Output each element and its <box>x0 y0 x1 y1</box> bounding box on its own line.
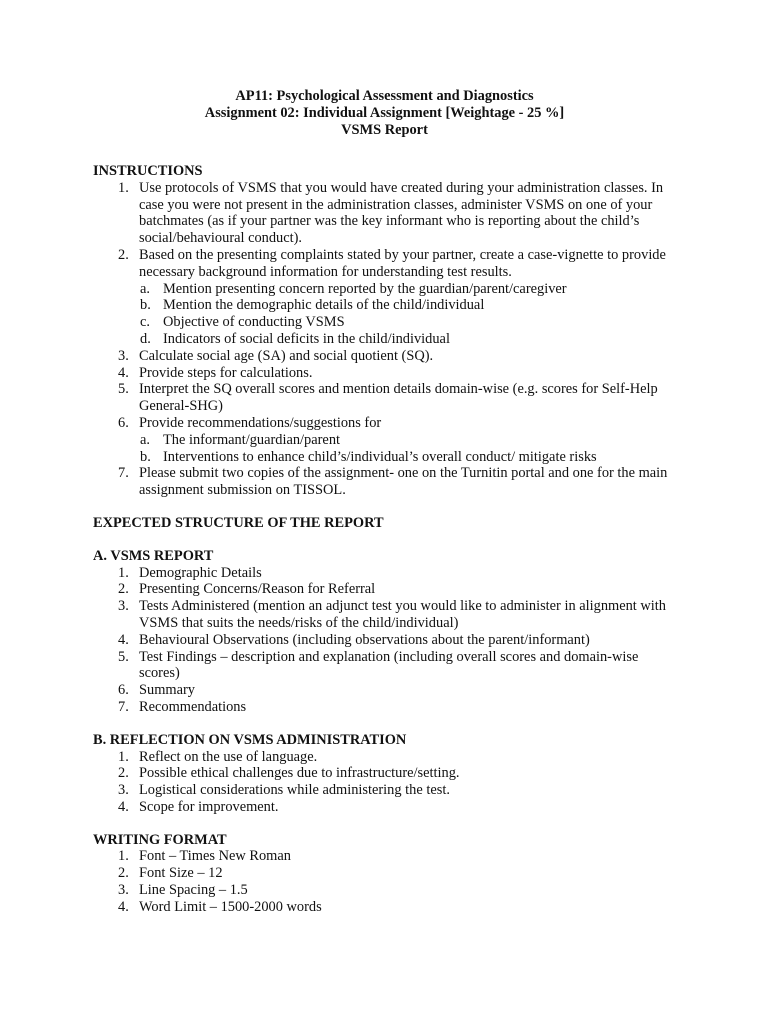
item-number: 6. <box>118 414 129 431</box>
instruction-item <box>93 365 676 382</box>
list-item <box>93 765 676 782</box>
instructions-heading: INSTRUCTIONS <box>93 163 203 179</box>
sub-item-letter: b. <box>140 448 151 465</box>
writing-format-heading: WRITING FORMAT <box>93 831 227 848</box>
assignment-title: Assignment 02: Individual Assignment [Weightage - 25 %] <box>204 105 565 121</box>
item-text: Font Size – 12 <box>139 865 223 882</box>
item-number: 3. <box>118 598 129 615</box>
list-item <box>93 848 676 865</box>
item-number: 1. <box>118 748 129 765</box>
sub-item-text: Indicators of social deficits in the child/individual <box>163 330 450 347</box>
list-item <box>93 699 676 716</box>
report-title: VSMS Report <box>341 122 428 138</box>
sub-item <box>93 297 676 314</box>
item-number: 4. <box>118 364 129 381</box>
reflection-section <box>93 732 676 816</box>
list-item <box>93 565 676 582</box>
list-item <box>93 882 676 899</box>
section-a-heading: A. VSMS REPORT <box>93 547 214 564</box>
item-text: Please submit two copies of the assignment- one on the Turnitin portal and one for the main assignment submission on TISSOL. <box>139 465 668 499</box>
instruction-item <box>93 247 676 281</box>
document-title-block <box>93 88 676 139</box>
list-item <box>93 682 676 699</box>
item-text: Font – Times New Roman <box>139 848 291 865</box>
course-title: AP11: Psychological Assessment and Diagnostics <box>235 88 534 104</box>
sub-item <box>93 281 676 298</box>
item-text: Line Spacing – 1.5 <box>139 882 248 899</box>
sub-item-text: Mention the demographic details of the child/individual <box>163 297 485 314</box>
item-text: Demographic Details <box>139 564 262 581</box>
item-number: 5. <box>118 648 129 665</box>
item-text: Provide recommendations/suggestions for <box>139 414 382 431</box>
instruction-item <box>93 348 676 365</box>
item-number: 4. <box>118 798 129 815</box>
item-number: 3. <box>118 782 129 799</box>
item-number: 4. <box>118 898 129 915</box>
item-text: Based on the presenting complaints stated by your partner, create a case-vignette to provide necessary background information for understanding test results. <box>139 246 666 280</box>
sub-item <box>93 331 676 348</box>
sub-item-letter: b. <box>140 297 151 314</box>
item-text: Behavioural Observations (including observations about the parent/informant) <box>139 631 590 648</box>
list-item <box>93 749 676 766</box>
list-item <box>93 649 676 683</box>
sub-item-text: Interventions to enhance child’s/individual’s overall conduct/ mitigate risks <box>163 448 597 465</box>
item-number: 2. <box>118 765 129 782</box>
item-number: 7. <box>118 465 129 482</box>
item-number: 1. <box>118 179 129 196</box>
item-number: 7. <box>118 698 129 715</box>
vsms-report-section <box>93 548 676 716</box>
list-item <box>93 598 676 632</box>
list-item <box>93 632 676 649</box>
item-text: Calculate social age (SA) and social quotient (SQ). <box>139 347 434 364</box>
instruction-item <box>93 415 676 432</box>
sub-item <box>93 432 676 449</box>
item-number: 2. <box>118 246 129 263</box>
sub-item-letter: a. <box>140 431 150 448</box>
item-number: 3. <box>118 882 129 899</box>
item-number: 1. <box>118 848 129 865</box>
section-b-heading: B. REFLECTION ON VSMS ADMINISTRATION <box>93 731 407 748</box>
item-text: Presenting Concerns/Reason for Referral <box>139 581 376 598</box>
sub-item-letter: a. <box>140 280 150 297</box>
item-number: 5. <box>118 381 129 398</box>
item-number: 2. <box>118 865 129 882</box>
item-text: Reflect on the use of language. <box>139 748 318 765</box>
item-text: Use protocols of VSMS that you would have created during your administration classes. In case you were not present in the administration classes, administer VSMS on one of your batchmates (as if your partner was the key informant who is reporting about the child’s social/behavioural conduct). <box>139 179 664 247</box>
list-item <box>93 799 676 816</box>
sub-item-text: Mention presenting concern reported by the guardian/parent/caregiver <box>163 280 567 297</box>
item-text: Scope for improvement. <box>139 798 279 815</box>
list-item <box>93 865 676 882</box>
writing-format-section <box>93 832 676 916</box>
sub-item-letter: c. <box>140 314 150 331</box>
expected-structure-heading: EXPECTED STRUCTURE OF THE REPORT <box>93 514 384 531</box>
sub-item <box>93 314 676 331</box>
item-text: Possible ethical challenges due to infrastructure/setting. <box>139 765 460 782</box>
sub-item <box>93 449 676 466</box>
instruction-item <box>93 180 676 247</box>
list-item <box>93 581 676 598</box>
item-number: 6. <box>118 682 129 699</box>
sub-item-letter: d. <box>140 330 151 347</box>
item-text: Word Limit – 1500-2000 words <box>139 898 322 915</box>
list-item <box>93 899 676 916</box>
sub-item-text: The informant/guardian/parent <box>163 431 341 448</box>
item-text: Tests Administered (mention an adjunct test you would like to administer in alignment with VSMS that suits the needs/risks of the child/individual) <box>139 598 666 631</box>
list-item <box>93 782 676 799</box>
item-text: Recommendations <box>139 698 247 715</box>
item-number: 4. <box>118 631 129 648</box>
item-text: Summary <box>139 682 195 699</box>
instructions-section <box>93 163 676 499</box>
item-text: Interpret the SQ overall scores and mention details domain-wise (e.g. scores for Self-Help General-SHG) <box>139 381 658 415</box>
item-text: Logistical considerations while administering the test. <box>139 782 450 799</box>
instruction-item <box>93 465 676 499</box>
item-number: 2. <box>118 581 129 598</box>
item-text: Test Findings – description and explanation (including overall scores and domain-wise scores) <box>139 648 639 682</box>
instruction-item <box>93 381 676 415</box>
item-number: 3. <box>118 347 129 364</box>
sub-item-text: Objective of conducting VSMS <box>163 314 345 331</box>
item-number: 1. <box>118 564 129 581</box>
item-text: Provide steps for calculations. <box>139 364 313 381</box>
